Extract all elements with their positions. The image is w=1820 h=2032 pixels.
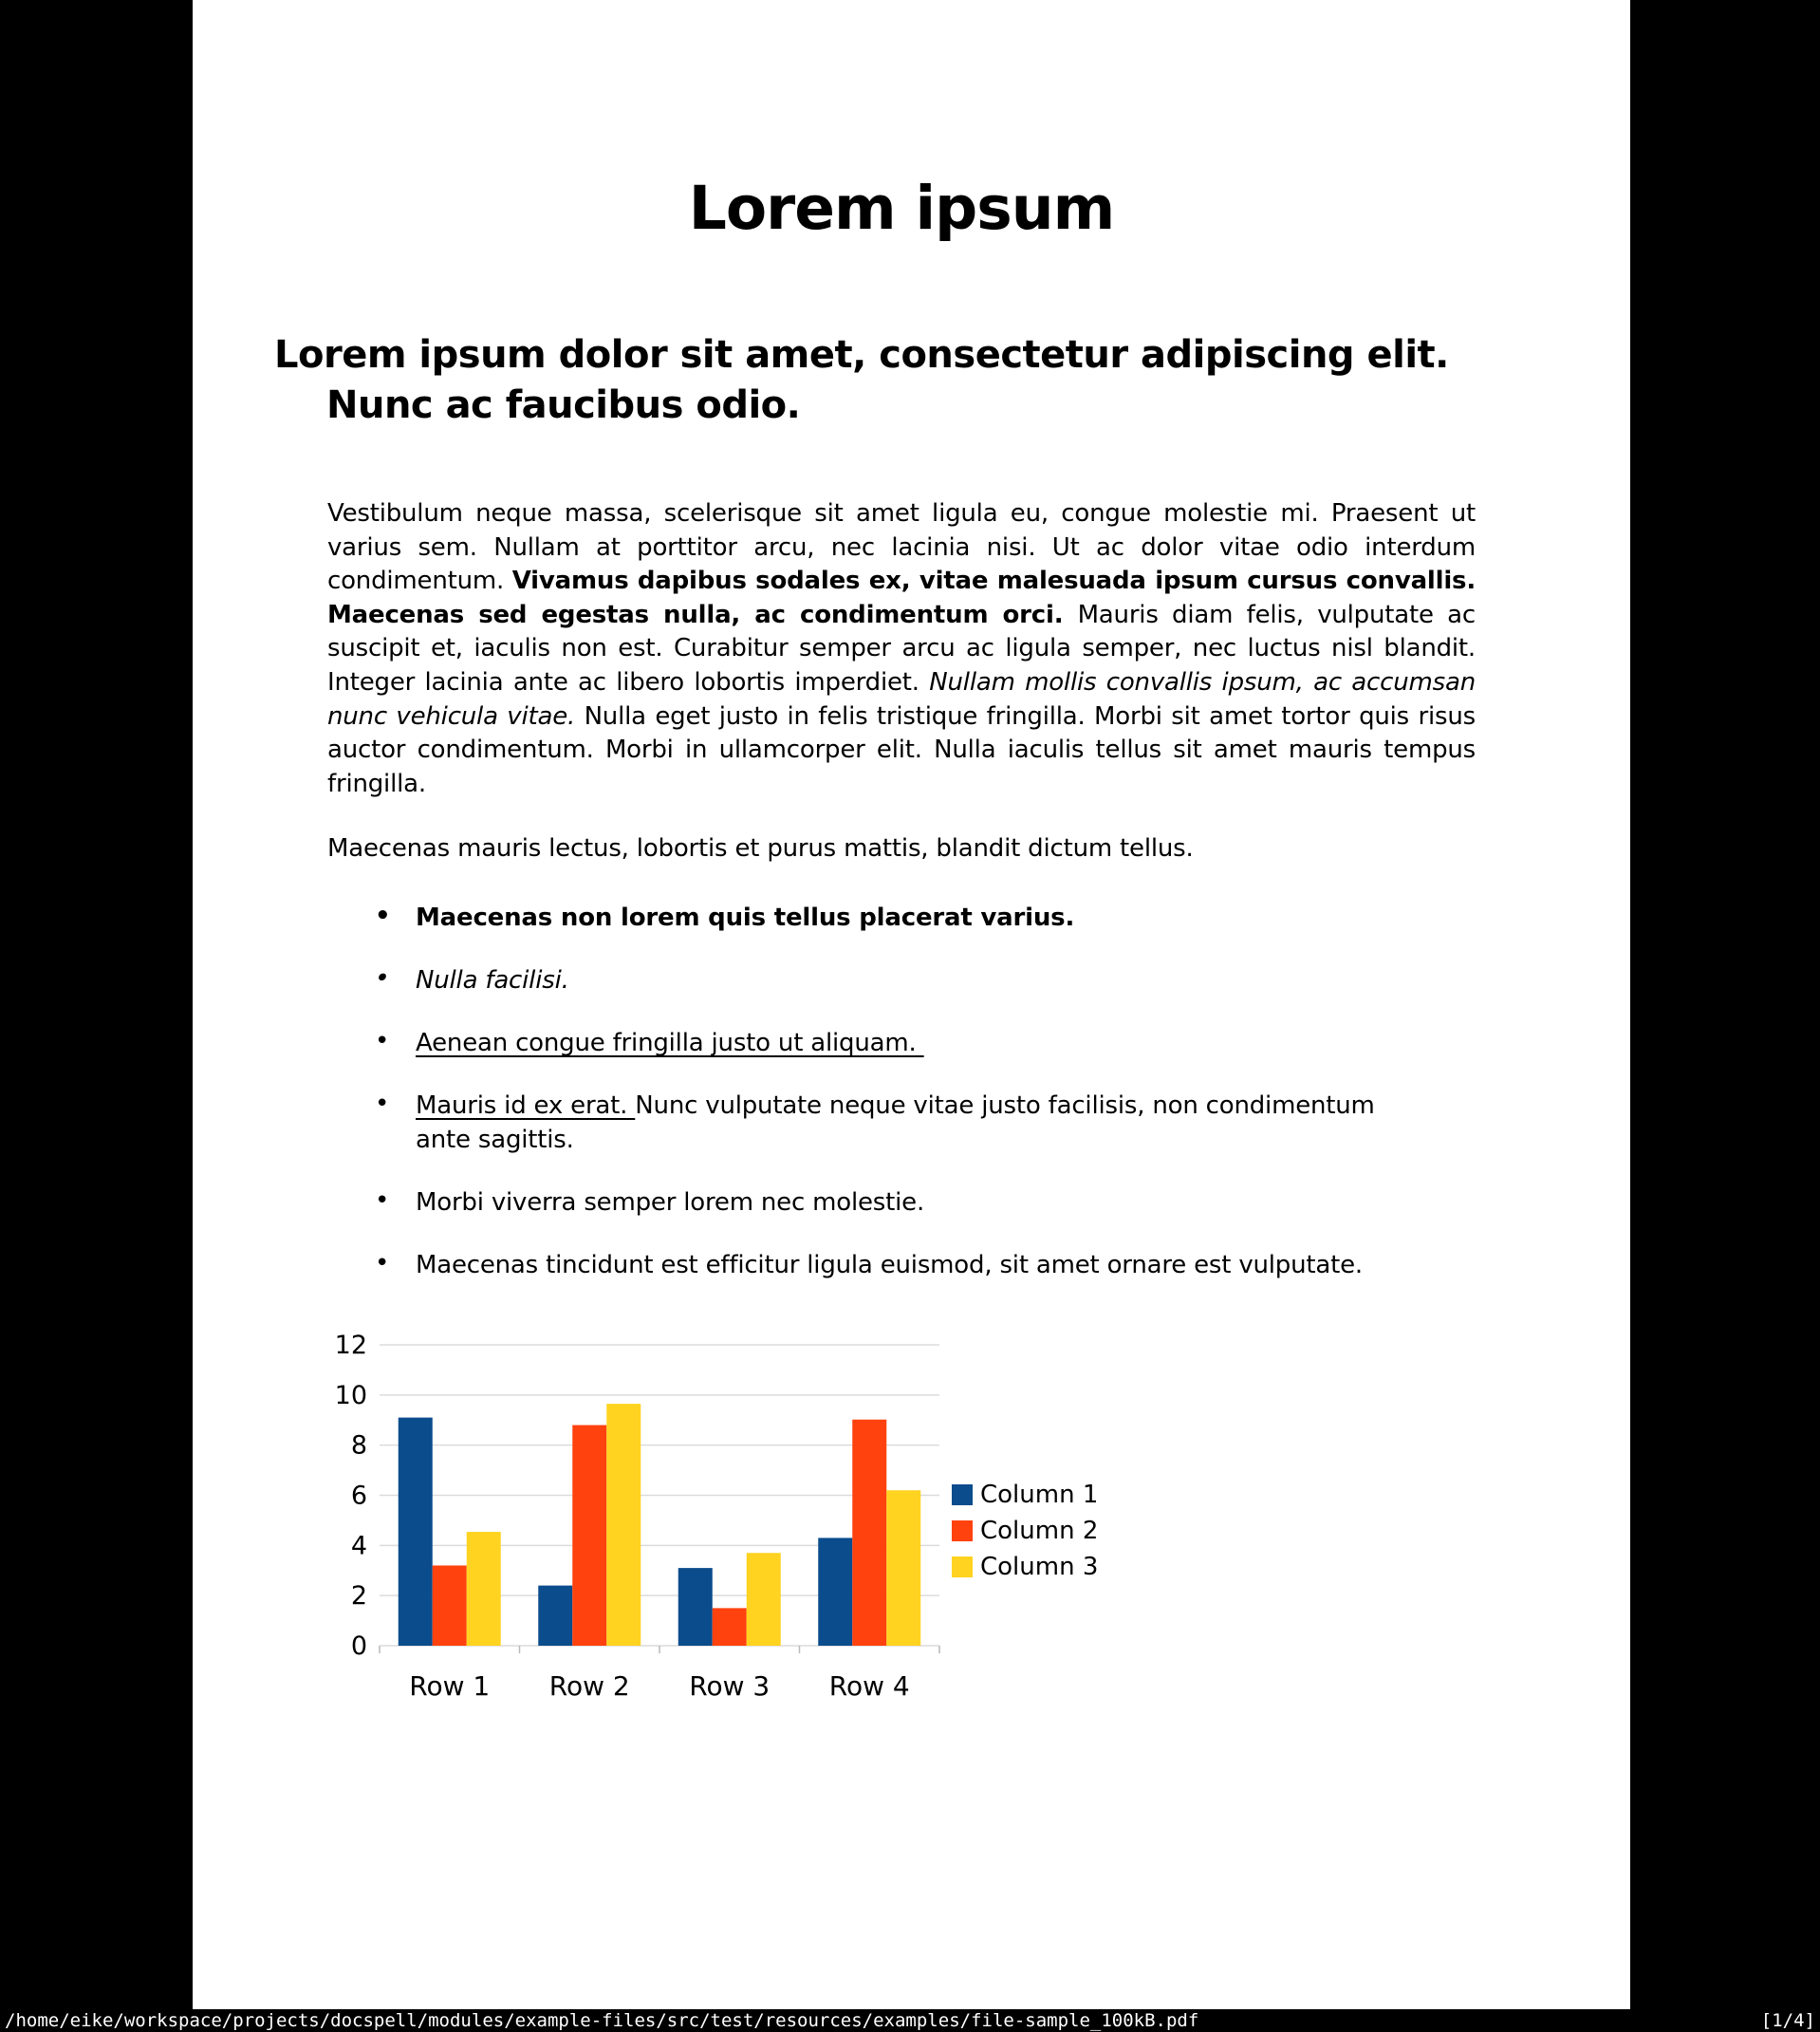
statusbar-page-indicator: [1/4]	[1760, 2010, 1815, 2031]
intro-line: Maecenas mauris lectus, lobortis et purus mattis, blandit dictum tellus.	[327, 834, 1194, 864]
list-item-text: Maecenas non lorem quis tellus placerat varius.	[416, 903, 1075, 932]
list-item-text: Nulla facilisi.	[416, 965, 569, 995]
svg-text:4: 4	[350, 1531, 367, 1561]
svg-text:Row 4: Row 4	[828, 1669, 910, 1702]
statusbar-filepath: /home/eike/workspace/projects/docspell/modules/example-files/src/test/resources/examples/file-sample_100kB.pdf	[5, 2010, 1199, 2031]
svg-text:Column 1: Column 1	[980, 1480, 1099, 1509]
paragraph-italic-text: Nullam mollis convallis ipsum, ac accumsan nunc vehicula vitae.	[327, 667, 1476, 731]
body-paragraph	[327, 497, 1476, 801]
bullet-icon: •	[375, 1248, 390, 1277]
list-item	[375, 901, 1435, 935]
svg-text:Row 2: Row 2	[548, 1669, 630, 1702]
svg-text:Column 3: Column 3	[980, 1552, 1099, 1581]
list-item	[375, 1185, 1435, 1220]
svg-text:0: 0	[350, 1631, 367, 1661]
list-item-text: Aenean congue fringilla justo ut aliquam.	[416, 1028, 924, 1057]
list-item	[375, 1248, 1435, 1282]
paragraph-text: Vestibulum neque massa, scelerisque sit amet ligula eu, congue molestie mi. Praesent ut varius sem. Nullam at porttitor arcu, nec lacinia nisi. Ut ac dolor vitae odio interdum condimentum.	[327, 499, 1476, 596]
svg-text:Column 2: Column 2	[980, 1516, 1099, 1545]
svg-text:6: 6	[350, 1481, 367, 1511]
bullet-list	[327, 901, 1435, 1282]
bullet-icon: •	[375, 1026, 390, 1055]
paragraph-bold-text: Vivamus dapibus sodales ex, vitae malesuada ipsum cursus convallis. Maecenas sed egestas nulla, ac condimentum orci.	[327, 567, 1476, 629]
statusbar	[0, 2009, 1820, 2032]
list-item	[375, 1089, 1435, 1157]
list-item	[371, 963, 1435, 997]
list-item-text: Nunc vulputate neque vitae justo facilisis, non condimentum ante sagittis.	[416, 1091, 1375, 1154]
svg-text:Row 1: Row 1	[409, 1669, 491, 1702]
bullet-icon: •	[375, 1185, 390, 1215]
list-item	[375, 1026, 1435, 1060]
svg-text:10: 10	[334, 1380, 367, 1410]
list-item-text: Morbi viverra semper lorem nec molestie.	[416, 1187, 925, 1217]
svg-text:12: 12	[334, 1330, 367, 1360]
paragraph-text: Nulla eget justo in felis tristique fringilla. Morbi sit amet tortor quis risus auctor condimentum. Morbi in ullamcorper elit. Nulla iaculis tellus sit amet mauris tempus fringilla.	[327, 701, 1476, 798]
heading-line-2: Nunc ac faucibus odio.	[326, 383, 801, 427]
bullet-icon: •	[371, 963, 393, 993]
document-page	[193, 0, 1630, 2009]
list-item-text: Maecenas tincidunt est efficitur ligula euismod, sit amet ornare est vulputate.	[416, 1250, 1363, 1279]
paragraph-text: Mauris diam felis, vulputate ac suscipit et, iaculis non est. Curabitur semper arcu ac ligula semper, nec luctus nisl blandit. Integer lacinia ante ac libero lobortis imperdiet.	[327, 600, 1476, 697]
list-item-underlined-text: Mauris id ex erat.	[416, 1091, 636, 1120]
bullet-icon: •	[375, 1089, 390, 1118]
bullet-icon: •	[375, 901, 391, 930]
document-heading	[274, 330, 1476, 431]
heading-line-1: Lorem ipsum dolor sit amet, consectetur adipiscing elit.	[274, 333, 1449, 377]
document-title: Lorem ipsum	[688, 174, 1115, 243]
svg-text:Row 3: Row 3	[689, 1669, 771, 1702]
svg-text:8: 8	[350, 1430, 367, 1461]
bar-chart	[327, 1325, 1476, 1737]
svg-text:2: 2	[350, 1581, 367, 1612]
bar-chart-canvas	[327, 1325, 1115, 1733]
